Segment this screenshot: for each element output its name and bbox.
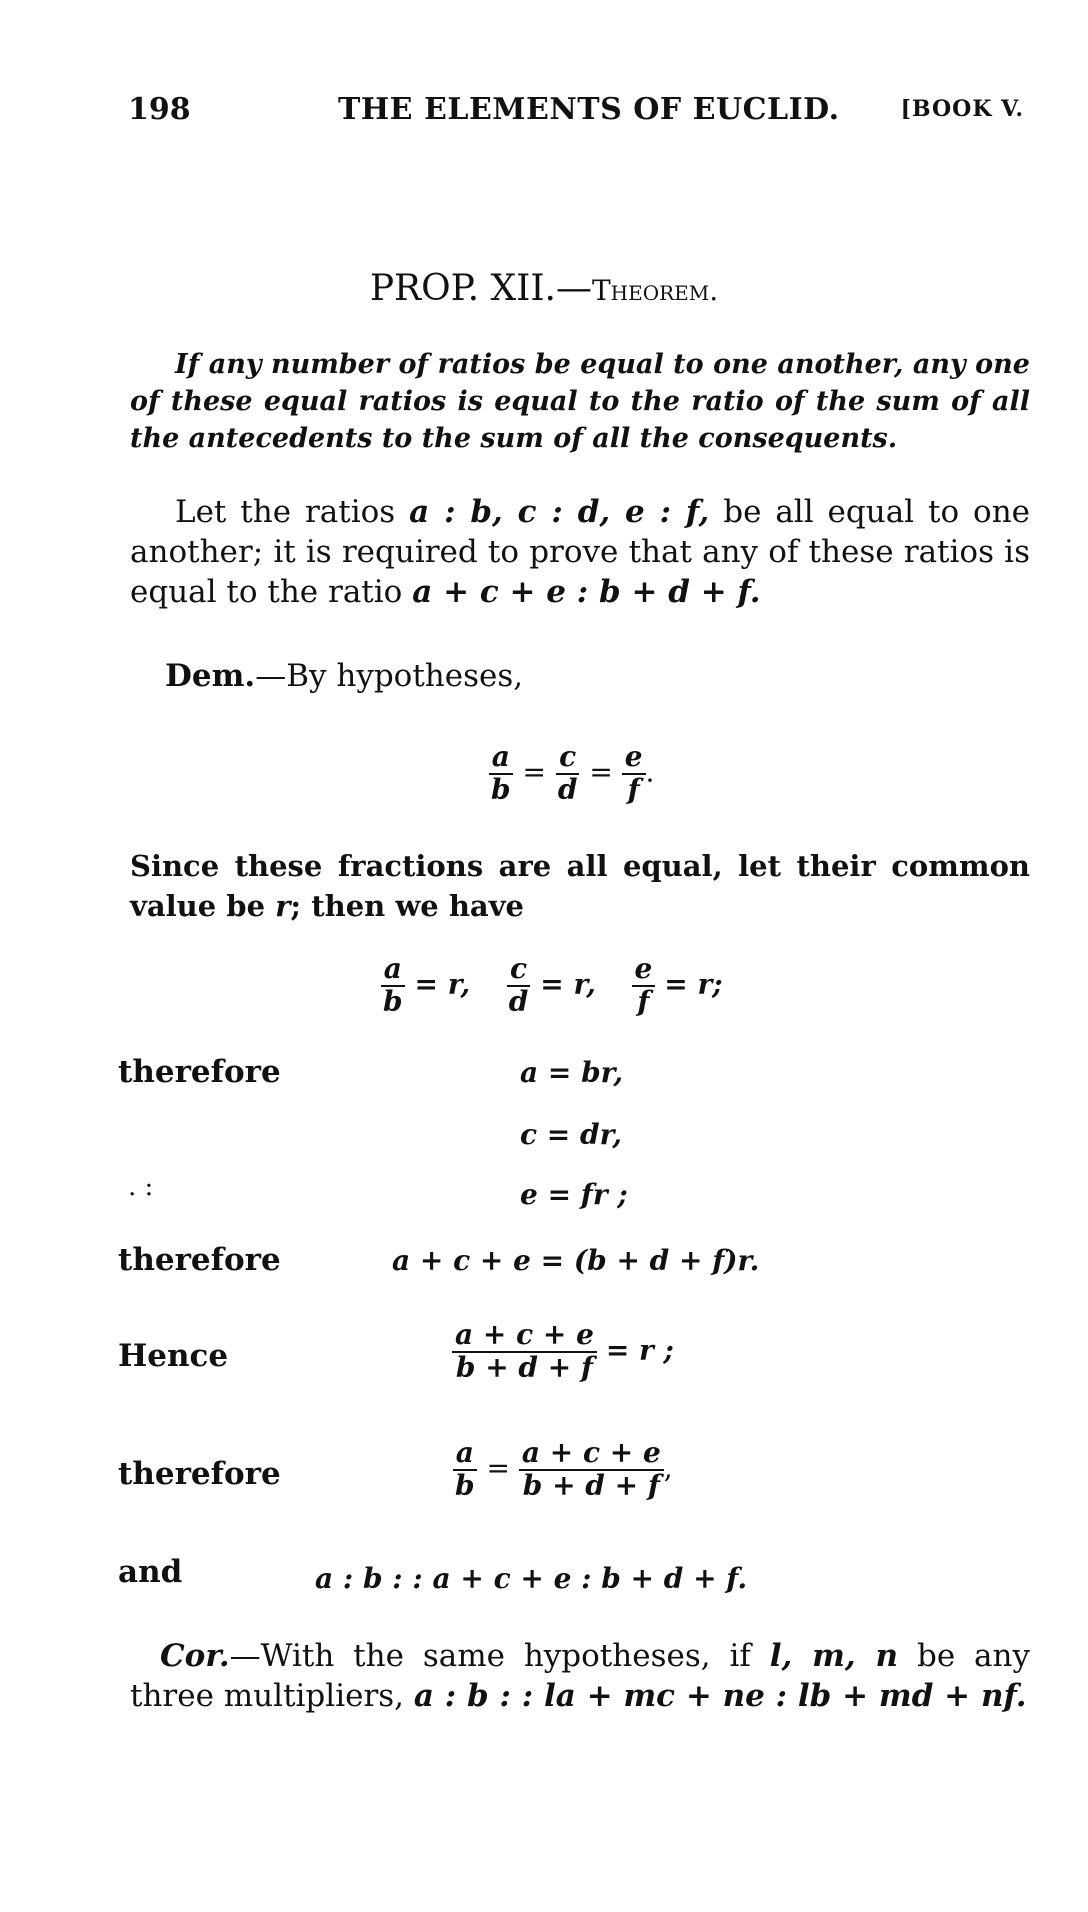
book-label: [BOOK V. [900,96,1024,122]
running-header [128,92,1024,136]
rhs-r: = r, [540,967,596,1001]
common-value-equations [380,954,723,1018]
corollary-text-2: be any three multipliers, [130,1638,1030,1714]
corollary-text-1: —With the same hypotheses, if [229,1638,770,1674]
fraction-a-b: $\frac{a}{b}$ [380,954,406,1018]
therefore-label: therefore [118,1054,281,1090]
fraction-c-d: $\frac{c}{d}$ [508,952,529,1018]
equals-sign: = [589,755,613,789]
common-value-paragraph [130,846,1030,926]
statement-sum-ratio: a + c + e : b + d + f. [412,574,761,610]
therefore-fraction-equation [452,1438,673,1502]
equation-e-fr: e = fr ; [520,1178,628,1211]
therefore-label: therefore [118,1242,281,1278]
dem-text: —By hypotheses, [255,658,524,694]
stray-marks: . : [128,1172,154,1202]
period: . [645,755,655,789]
demonstration-heading [165,658,523,694]
equation-sum: a + c + e = (b + d + f)r. [392,1244,760,1277]
statement-text-2: be all equal to one another; it is required to prove that any of these ratios is equal to the ratio [130,494,1030,610]
statement-ratios: a : b, c : d, e : f, [409,494,710,530]
equals-sign: = [522,755,546,789]
corollary [130,1636,1030,1716]
fraction-a-b: $\frac{a}{b}$ [452,1438,478,1502]
proposition-heading [0,268,1088,309]
equal-fractions-equation [488,742,654,806]
rhs-r: = r ; [605,1333,674,1367]
running-title: THE ELEMENTS OF EUCLID. [338,92,840,127]
fraction-c-d: $\frac{c}{d}$ [557,740,578,806]
enunciation: If any number of ratios be equal to one another, any one of these equal ratios is equal to the ratio of the sum of all the antecedents to the sum of all the consequents. [130,349,1030,454]
common-value-text: Since these fractions are all equal, let their common value be [130,849,1030,923]
hence-label: Hence [118,1338,229,1374]
statement-text-1: Let the ratios [175,494,410,530]
proportion-conclusion: a : b : : a + c + e : b + d + f. [315,1562,748,1595]
fraction-sum: $\frac{a + c + e}{b + d + f}$ [452,1320,597,1384]
proposition-kind: Theorem. [592,274,719,307]
rhs-r: = r; [664,967,723,1001]
dem-label: Dem. [165,658,256,694]
fraction-a-b: $\frac{a}{b}$ [488,742,514,806]
and-label: and [118,1554,183,1590]
page-number: 198 [128,92,191,127]
equation-a-br: a = br, [520,1056,624,1089]
fraction-sum: $\frac{a + c + e}{b + d + f}$ [519,1438,664,1502]
corollary-expression: a : b : : la + mc + ne : lb + md + nf. [413,1678,1027,1714]
hence-equation [452,1320,674,1384]
comma: , [663,1451,673,1485]
equation-c-dr: c = dr, [520,1118,623,1151]
corollary-label: Cor. [160,1638,230,1674]
statement-paragraph [130,492,1030,612]
corollary-vars: l, m, n [769,1638,899,1674]
equals-sign: = [486,1451,510,1485]
proposition-label: PROP. XII.— [369,268,592,309]
fraction-e-f: $\frac{e}{f}$ [622,742,646,806]
rhs-r: = r, [414,967,471,1001]
variable-r: r [275,889,291,923]
therefore-label: therefore [118,1456,281,1492]
fraction-e-f: $\frac{e}{f}$ [632,954,656,1018]
common-value-text-2: ; then we have [290,889,525,923]
